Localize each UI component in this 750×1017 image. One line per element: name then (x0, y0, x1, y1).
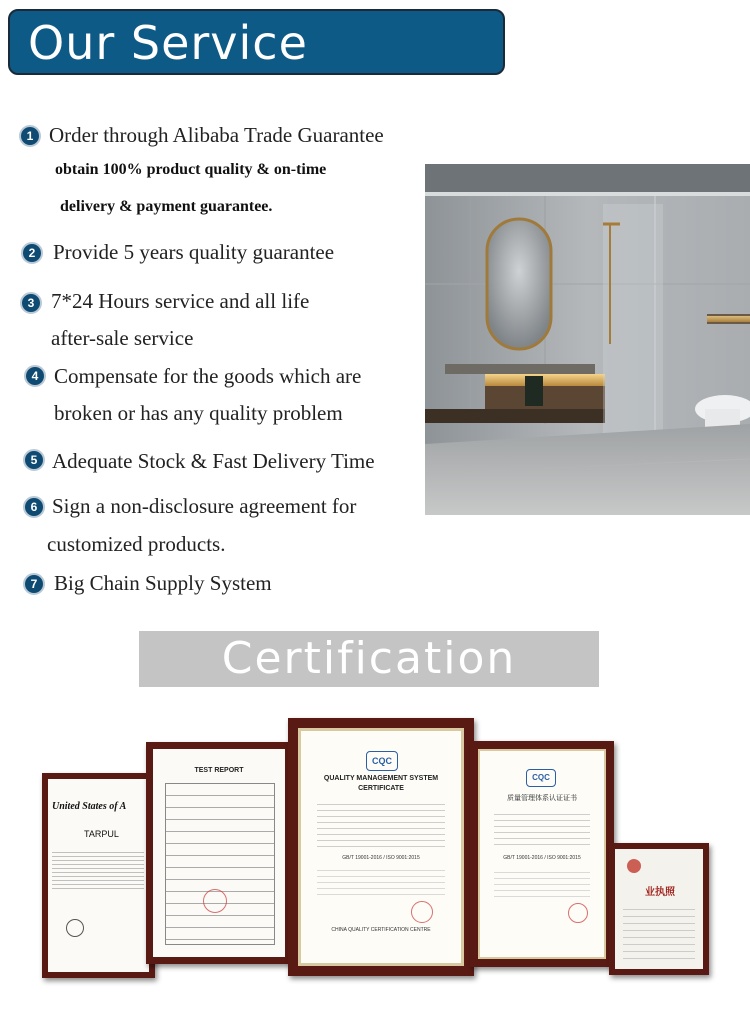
cqc-cn-title: 质量管理体系认证证书 (507, 794, 577, 802)
uspto-header: United States of A (52, 801, 127, 812)
qms-title: QUALITY MANAGEMENT SYSTEM (323, 775, 439, 782)
stamp-icon (411, 901, 433, 923)
certification-centre: CHINA QUALITY CERTIFICATION CENTRE (331, 927, 431, 933)
trademark-name: TARPUL (84, 829, 119, 839)
service-item-4-cont: broken or has any quality problem (54, 401, 343, 425)
number-badge-7: 7 (23, 573, 45, 595)
our-service-banner (8, 9, 505, 75)
seal-icon (66, 919, 84, 937)
service-item-1-detail: delivery & payment guarantee. (60, 198, 273, 215)
service-item-4: Compensate for the goods which are (54, 364, 362, 388)
service-item-6: Sign a non-disclosure agreement for (52, 494, 357, 518)
service-item-3-cont: after-sale service (51, 326, 194, 350)
service-item-1: Order through Alibaba Trade Guarantee (49, 123, 384, 147)
business-license-frame (609, 843, 709, 975)
test-report-title: TEST REPORT (194, 767, 244, 774)
emblem-icon (627, 859, 641, 873)
number-badge-2: 2 (21, 242, 43, 264)
cqc-cn-standard: GB/T 19001-2016 / ISO 9001:2015 (503, 855, 581, 861)
stamp-icon (203, 889, 227, 913)
cqc-chinese-certificate-frame (470, 741, 614, 967)
test-report-frame (146, 742, 292, 964)
service-item-6-cont: customized products. (47, 532, 226, 556)
number-badge-4: 4 (24, 365, 46, 387)
bathroom-photo (425, 164, 750, 515)
number-badge-1: 1 (19, 125, 41, 147)
qms-subtitle: CERTIFICATE (358, 785, 404, 792)
stamp-icon (568, 903, 588, 923)
certification-banner (139, 631, 599, 687)
cqc-logo: CQC (526, 769, 556, 787)
certification-title: Certification (221, 633, 517, 684)
cqc-certificate-frame (288, 718, 474, 976)
qms-standard: GB/T 19001-2016 / ISO 9001:2015 (342, 855, 420, 861)
number-badge-5: 5 (23, 449, 45, 471)
number-badge-6: 6 (23, 496, 45, 518)
service-item-3: 7*24 Hours service and all life (51, 289, 310, 313)
service-item-7: Big Chain Supply System (54, 571, 272, 595)
trademark-certificate-frame (42, 773, 155, 978)
service-item-2: Provide 5 years quality guarantee (53, 240, 335, 264)
service-item-5: Adequate Stock & Fast Delivery Time (52, 449, 375, 473)
number-badge-3: 3 (20, 292, 42, 314)
license-title: 业执照 (645, 887, 675, 898)
service-item-1-detail: obtain 100% product quality & on-time (55, 161, 327, 178)
cqc-logo: CQC (366, 751, 398, 771)
page-title: Our Service (28, 16, 308, 70)
